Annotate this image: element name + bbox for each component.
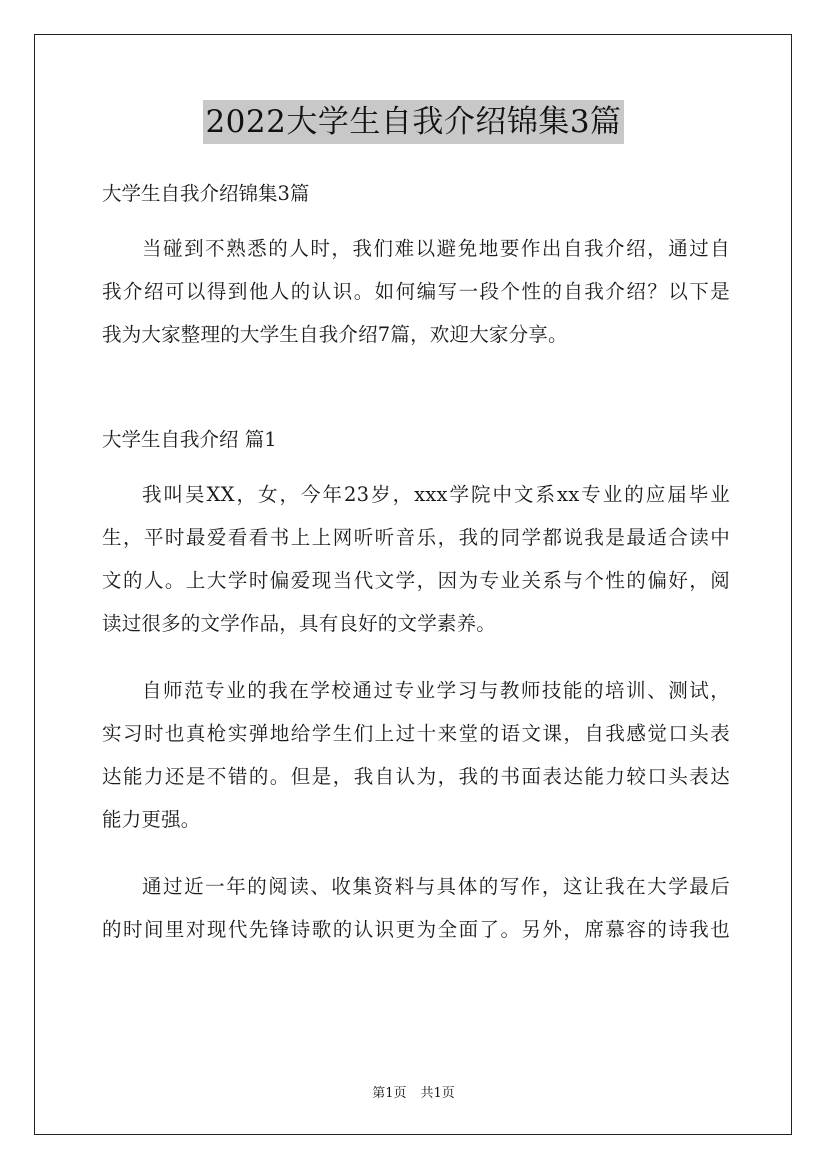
paragraph-line: 我叫吴XX，女，今年23岁，xxx学院中文系xx专业的应届毕业 — [142, 483, 730, 506]
paragraph-line: 生，平时最爱看看书上上网听听音乐，我的同学都说我是最适合读中 — [102, 526, 730, 549]
paragraph-line: 我为大家整理的大学生自我介绍7篇，欢迎大家分享。 — [102, 323, 568, 346]
paragraph-line: 能力更强。 — [102, 808, 201, 831]
page-footer — [0, 1082, 827, 1101]
page-total: 共1页 — [420, 1086, 455, 1101]
paragraph-line: 达能力还是不错的。但是，我自认为，我的书面表达能力较口头表达 — [102, 765, 730, 788]
document-title: 2022大学生自我介绍锦集3篇 — [203, 100, 623, 144]
paragraph-line: 自师范专业的我在学校通过专业学习与教师技能的培训、测试， — [142, 679, 730, 702]
title-container — [0, 100, 827, 144]
paragraph-line: 通过近一年的阅读、收集资料与具体的写作，这让我在大学最后 — [142, 875, 730, 898]
subtitle: 大学生自我介绍锦集3篇 — [102, 182, 310, 205]
document-body — [102, 172, 730, 951]
intro-paragraph — [102, 227, 730, 356]
paragraph-line: 读过很多的文学作品，具有良好的文学素养。 — [102, 612, 497, 635]
paragraph-line: 我介绍可以得到他人的认识。如何编写一段个性的自我介绍？以下是 — [102, 280, 730, 303]
paragraph — [102, 473, 730, 645]
paragraph — [102, 669, 730, 841]
paragraph-line: 当碰到不熟悉的人时，我们难以避免地要作出自我介绍，通过自 — [142, 237, 730, 260]
page-number: 第1页 — [372, 1086, 407, 1101]
paragraph-line: 实习时也真枪实弹地给学生们上过十来堂的语文课，自我感觉口头表 — [102, 722, 730, 745]
paragraph-line: 的时间里对现代先锋诗歌的认识更为全面了。另外，席慕容的诗我也 — [102, 918, 730, 941]
paragraph — [102, 865, 730, 951]
paragraph-line: 文的人。上大学时偏爱现当代文学，因为专业关系与个性的偏好，阅 — [102, 569, 730, 592]
section-heading: 大学生自我介绍 篇1 — [102, 428, 277, 451]
